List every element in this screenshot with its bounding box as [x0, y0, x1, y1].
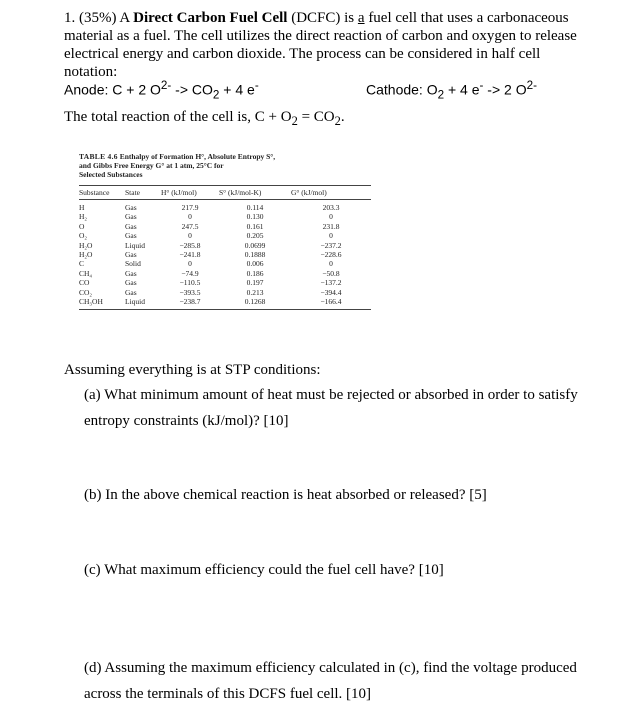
thermo-table [79, 152, 371, 310]
cell-state: Gas [125, 250, 137, 260]
cell-state: Liquid [125, 297, 161, 310]
question-d-line1: (d) Assuming the maximum efficiency calculated in (c), find the voltage produced [84, 660, 577, 676]
cell-substance: H [79, 203, 85, 212]
question-a-line1: (a) What minimum amount of heat must be rejected or absorbed in order to satisfy [84, 387, 578, 403]
total-reaction [64, 108, 345, 130]
problem-text-1: (DCFC) is [287, 10, 358, 26]
cell-gibbs: 231.8 [322, 221, 340, 231]
table-row [79, 297, 371, 310]
cell-gibbs: −394.4 [320, 287, 342, 297]
cell-enthalpy: 0 [188, 259, 192, 269]
total-end: . [340, 109, 345, 125]
anode-mid2: + 4 e [219, 81, 255, 98]
table-header-row [79, 186, 371, 200]
cell-state: Gas [125, 287, 137, 297]
table-row [79, 269, 371, 278]
cell-substance: O₂ [79, 231, 88, 241]
problem-statement [64, 9, 584, 81]
cell-gibbs: 0 [329, 231, 333, 241]
anode-sub: 2 [212, 88, 220, 102]
col-header-state: State [125, 186, 161, 200]
anode-sup2: - [254, 79, 259, 92]
cathode-sub: 2 [437, 88, 445, 102]
cathode-equation [366, 79, 537, 101]
cell-entropy: 0.006 [246, 259, 264, 269]
table-caption-line2: and Gibbs Free Energy G° at 1 atm, 25°C for [79, 161, 224, 170]
cell-entropy: 0.213 [246, 287, 264, 297]
cell-entropy: 0.205 [246, 231, 264, 241]
table-row [79, 200, 371, 213]
cell-entropy: 0.114 [246, 203, 264, 212]
cell-substance: C [79, 259, 85, 269]
cell-enthalpy: 0 [188, 231, 192, 241]
cell-gibbs: 203.3 [322, 203, 340, 212]
cell-state: Liquid [125, 240, 145, 250]
cell-gibbs: −228.6 [320, 250, 342, 260]
cell-state: Solid [125, 259, 141, 269]
cell-substance: H₂O [79, 240, 93, 250]
cell-enthalpy: 217.9 [181, 203, 199, 212]
anode-label: Anode: C + 2 O [64, 81, 161, 98]
table-caption-line3: Selected Substances [79, 170, 143, 179]
cell-gibbs: −166.4 [291, 297, 371, 310]
stp-statement: Assuming everything is at STP conditions: [64, 362, 321, 378]
table-row [79, 222, 371, 231]
cell-entropy: 0.1888 [244, 250, 266, 260]
cell-entropy: 0.130 [246, 212, 264, 222]
cell-state: Gas [125, 203, 137, 212]
cell-gibbs: 0 [329, 212, 333, 222]
cell-substance: H₂O [79, 250, 93, 260]
cell-substance: CH₃OH [79, 297, 125, 310]
problem-number: 1. (35%) A [64, 10, 134, 26]
table-row [79, 288, 371, 297]
problem-title: Direct Carbon Fuel Cell [133, 10, 288, 26]
cell-substance: O [79, 221, 85, 231]
cell-enthalpy: −74.9 [181, 268, 199, 278]
cell-enthalpy: 247.5 [181, 221, 199, 231]
cell-enthalpy: −393.5 [179, 287, 201, 297]
table-row [79, 259, 371, 268]
cell-enthalpy: 0 [188, 212, 192, 222]
problem-text-2: fuel cell that uses a carbonaceous material as a fuel. The cell utilizes the direct reaction of carbon and oxygen to release electrical energy and carbon dioxide. The process can be considered in half cell notation: [64, 10, 577, 80]
cell-entropy: 0.197 [246, 278, 264, 288]
table-row [79, 241, 371, 250]
table-caption-num: TABLE 4.6 [79, 152, 118, 161]
total-sub2: 2 [334, 114, 341, 128]
cell-entropy: 0.0699 [244, 240, 266, 250]
cathode-label: Cathode: O [366, 81, 438, 98]
table-row [79, 212, 371, 221]
col-header-gibbs: G° (kJ/mol) [291, 186, 371, 200]
table-caption [79, 152, 371, 179]
cell-substance: H₂ [79, 212, 88, 222]
question-d-line2: across the terminals of this DCFS fuel cell. [10] [84, 686, 372, 702]
problem-text-a: a [357, 10, 365, 26]
total-prefix: The total reaction of the cell is, C + O [64, 109, 292, 125]
total-sub1: 2 [291, 114, 298, 128]
cell-state: Gas [125, 268, 137, 278]
table-row [79, 231, 371, 240]
cell-substance: CO₂ [79, 287, 93, 297]
cell-entropy: 0.1268 [219, 297, 291, 310]
table-row [79, 278, 371, 287]
question-a-line2: entropy constraints (kJ/mol)? [10] [84, 413, 289, 429]
cell-state: Gas [125, 278, 137, 288]
cathode-sup2: 2- [526, 79, 537, 92]
anode-equation [64, 79, 259, 101]
cell-gibbs: −50.8 [322, 268, 340, 278]
cell-entropy: 0.161 [246, 221, 264, 231]
cell-substance: CO [79, 278, 90, 288]
cell-gibbs: −137.2 [320, 278, 342, 288]
question-b: (b) In the above chemical reaction is heat absorbed or released? [5] [84, 487, 487, 503]
cathode-sup: - [479, 79, 484, 92]
cathode-mid2: -> 2 O [483, 81, 527, 98]
total-mid: = CO [297, 109, 335, 125]
anode-sup: 2- [160, 79, 172, 92]
thermo-data-table [79, 185, 371, 310]
cell-enthalpy: −110.5 [179, 278, 201, 288]
anode-mid: -> CO [171, 81, 213, 98]
cell-gibbs: −237.2 [320, 240, 342, 250]
cell-state: Gas [125, 212, 137, 222]
col-header-substance: Substance [79, 186, 125, 200]
cell-gibbs: 0 [329, 259, 333, 269]
cell-entropy: 0.186 [246, 268, 264, 278]
table-row [79, 250, 371, 259]
cell-substance: CH₄ [79, 268, 93, 278]
cathode-mid: + 4 e [444, 81, 480, 98]
cell-enthalpy: −285.8 [179, 240, 201, 250]
cell-enthalpy: −238.7 [161, 297, 219, 310]
col-header-enthalpy: H° (kJ/mol) [161, 186, 219, 200]
col-header-entropy: S° (kJ/mol-K) [219, 186, 291, 200]
cell-state: Gas [125, 221, 137, 231]
table-caption-line1: Enthalpy of Formation H°, Absolute Entropy S°, [117, 152, 276, 161]
question-c: (c) What maximum efficiency could the fuel cell have? [10] [84, 562, 444, 578]
cell-enthalpy: −241.8 [179, 250, 201, 260]
cell-state: Gas [125, 231, 137, 241]
